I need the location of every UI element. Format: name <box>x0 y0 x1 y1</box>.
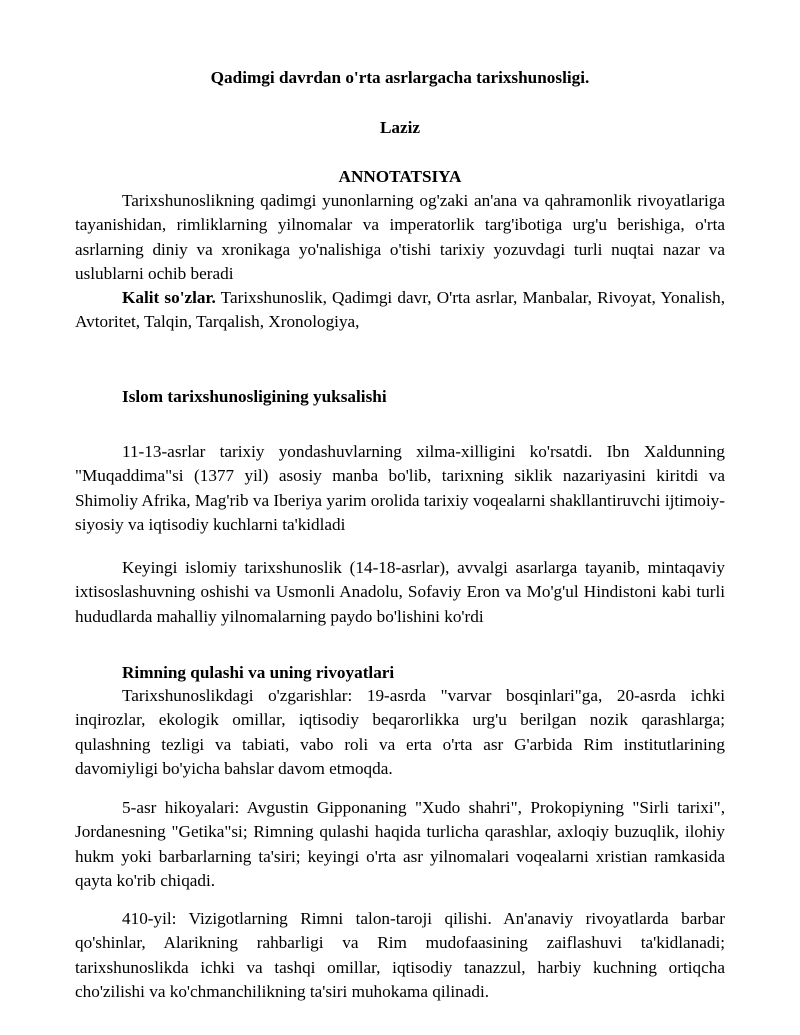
document-title: Qadimgi davrdan o'rta asrlargacha tarixshunosligi. <box>210 68 590 87</box>
keywords-paragraph <box>75 286 725 335</box>
section2-paragraph-1: Tarixshunoslikdagi o'zgarishlar: 19-asrda "varvar bosqinlari"ga, 20-asrda ichki inqirozlar, ekologik omillar, iqtisodiy beqarorlikka urg'u berilgan nozik qarashlarga; qulashning tezligi va tabiati, vabo roli va erta o'rta asr G'arbida Rim institutlarining davomiyligi bo'yicha bahslar davom etmoqda. <box>75 686 725 778</box>
section2-paragraph-3: 410-yil: Vizigotlarning Rimni talon-taroji qilishi. An'anaviy rivoyatlarda barbar qo'shinlar, Alarikning rahbarligi va Rim mudofaasining zaiflashuvi ta'kidlanadi; tarixshunoslikda ichki va tashqi omillar, iqtisodiy tanazzul, harbiy kuchning ortiqcha cho'zilishi va ko'chmanchilikning ta'siri muhokama qilinadi. <box>75 909 725 1001</box>
author-name: Laziz <box>379 118 421 137</box>
keywords-label: Kalit so'zlar. <box>122 288 216 307</box>
section-heading-islamic: Islom tarixshunosligining yuksalishi <box>122 387 387 406</box>
section-heading-rome: Rimning qulashi va uning rivoyatlari <box>122 663 395 682</box>
section1-paragraph-2: Keyingi islomiy tarixshunoslik (14-18-asrlar), avvalgi asarlarga tayanib, mintaqaviy ixtisoslashuvning oshishi va Usmonli Anadolu, Sofaviy Eron va Mo'g'ul Hindistoni kabi turli hududlarda mahalliy yilnomalarning paydo bo'lishini ko'rdi <box>75 558 725 626</box>
keywords-text: Tarixshunoslik, Qadimgi davr, O'rta asrlar, Manbalar, Rivoyat, Yonalish, Avtoritet, Talqin, Tarqalish, Xronologiya, <box>75 288 725 332</box>
annotation-paragraph: Tarixshunoslikning qadimgi yunonlarning og'zaki an'ana va qahramonlik rivoyatlariga tayanishidan, rimliklarning yilnomalar va imperatorlik targ'ibotiga urg'u berishiga, o'rta asrlarning diniy va xronikaga yo'nalishiga o'tishi tarixiy yozuvdagi turli nuqtai nazar va uslublarni ochib beradi <box>75 191 725 283</box>
annotation-heading: ANNOTATSIYA <box>338 167 462 186</box>
section1-paragraph-1: 11-13-asrlar tarixiy yondashuvlarning xilma-xilligini ko'rsatdi. Ibn Xaldunning "Muqaddima"si (1377 yil) asosiy manba bo'lib, tarixning siklik nazariyasini kiritdi va Shimoliy Afrika, Mag'rib va Iberiya yarim orolida tarixiy voqealarni shakllantiruvchi ijtimoiy-siyosiy va iqtisodiy kuchlarni ta'kidladi <box>75 442 725 534</box>
section2-paragraph-2: 5-asr hikoyalari: Avgustin Gipponaning "Xudo shahri", Prokopiyning "Sirli tarixi", Jordanesning "Getika"si; Rimning qulashi haqida turlicha qarashlar, axloqiy buzuqlik, ilohiy hukm yoki barbarlarning ta'siri; keyingi o'rta asr yilnomalari voqealarni xristian ramkasida qayta ko'rib chiqadi. <box>75 798 725 890</box>
